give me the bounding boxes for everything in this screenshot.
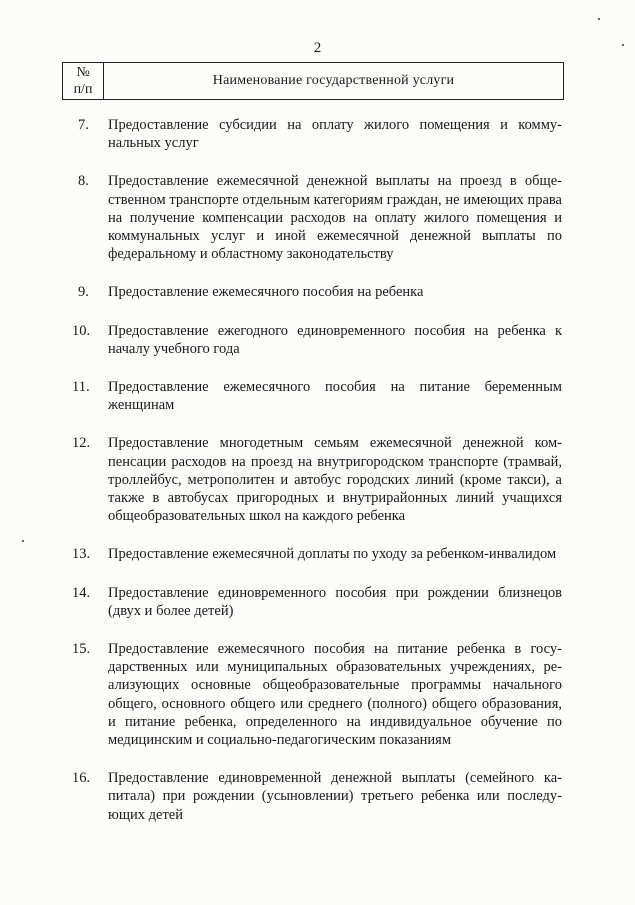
item-number: 15. — [72, 641, 91, 658]
item-text: Предоставление ежемесячной доплаты по уходу за ребенком-инвалидом — [108, 546, 557, 563]
list-item — [62, 434, 562, 525]
item-number: 14. — [72, 584, 91, 601]
list-item — [62, 545, 562, 563]
number-sign: № — [76, 65, 90, 80]
list-item — [62, 172, 562, 263]
services-table-header — [62, 62, 564, 100]
number-column-header — [63, 63, 104, 100]
scan-speck — [22, 540, 24, 542]
item-text: Предоставление единовременного пособия при рождении близнецов (двух и более детей) — [108, 584, 562, 619]
list-item — [62, 322, 562, 358]
item-number: 10. — [72, 322, 91, 339]
item-text: Предоставление ежемесячного пособия на питание ребенка в государственных или муниципальных образовательных учреждениях, реализующих основные общеобразовательные программы начального общего, основного общего или среднего (полного) общего образования, и питание ребенка, определенного на индивидуальное обучение по медицинским и социально-педагогическим показаниям — [108, 641, 562, 749]
item-number: 13. — [72, 546, 91, 563]
item-text: Предоставление ежегодного единовременного пособия на ребенка к началу учебного года — [108, 322, 562, 357]
page-number: 2 — [313, 40, 322, 56]
item-number: 7. — [78, 117, 89, 133]
list-item — [62, 640, 562, 749]
item-number: 12. — [72, 435, 91, 452]
item-text: Предоставление субсидии на оплату жилого помещения и коммунальных услуг — [108, 117, 562, 152]
item-number: 11. — [72, 379, 90, 396]
item-text: Предоставление ежемесячной денежной выплаты на проезд в общественном транспорте отдельным категориям граждан, не имеющих права на получение компенсации расходов на оплату жилого помещения и коммунальных услуг и иной ежемесячной денежной выплаты по федеральному и областному законодательству — [108, 173, 562, 263]
item-text: Предоставление ежемесячного пособия на ребенка — [108, 284, 424, 301]
order-abbrev: п/п — [73, 82, 93, 97]
list-item — [62, 283, 562, 301]
service-name-column-header: Наименование государственной услуги — [104, 63, 564, 100]
list-item — [62, 584, 562, 620]
item-number: 8. — [78, 173, 89, 190]
item-number: 16. — [72, 770, 91, 787]
list-item — [62, 769, 562, 824]
item-text: Предоставление единовременной денежной выплаты (семейного капитала) при рождении (усыновлении) третьего ребенка или последующих детей — [108, 770, 562, 823]
services-list — [62, 116, 562, 844]
list-item — [62, 378, 562, 414]
item-number: 9. — [78, 284, 89, 301]
scan-speck — [598, 18, 600, 20]
item-text: Предоставление многодетным семьям ежемесячной денежной компенсации расходов на проезд на внутригородском транспорте (трамвай, троллейбус, метрополитен и автобус городских линий (кроме такси), а также в автобусах пригородных и внутрирайонных линий учащихся общеобразовательных школ на каждого ребенка — [108, 435, 562, 525]
list-item — [62, 116, 562, 152]
scan-speck — [622, 44, 624, 46]
item-text: Предоставление ежемесячного пособия на питание беременным женщинам — [108, 379, 562, 414]
